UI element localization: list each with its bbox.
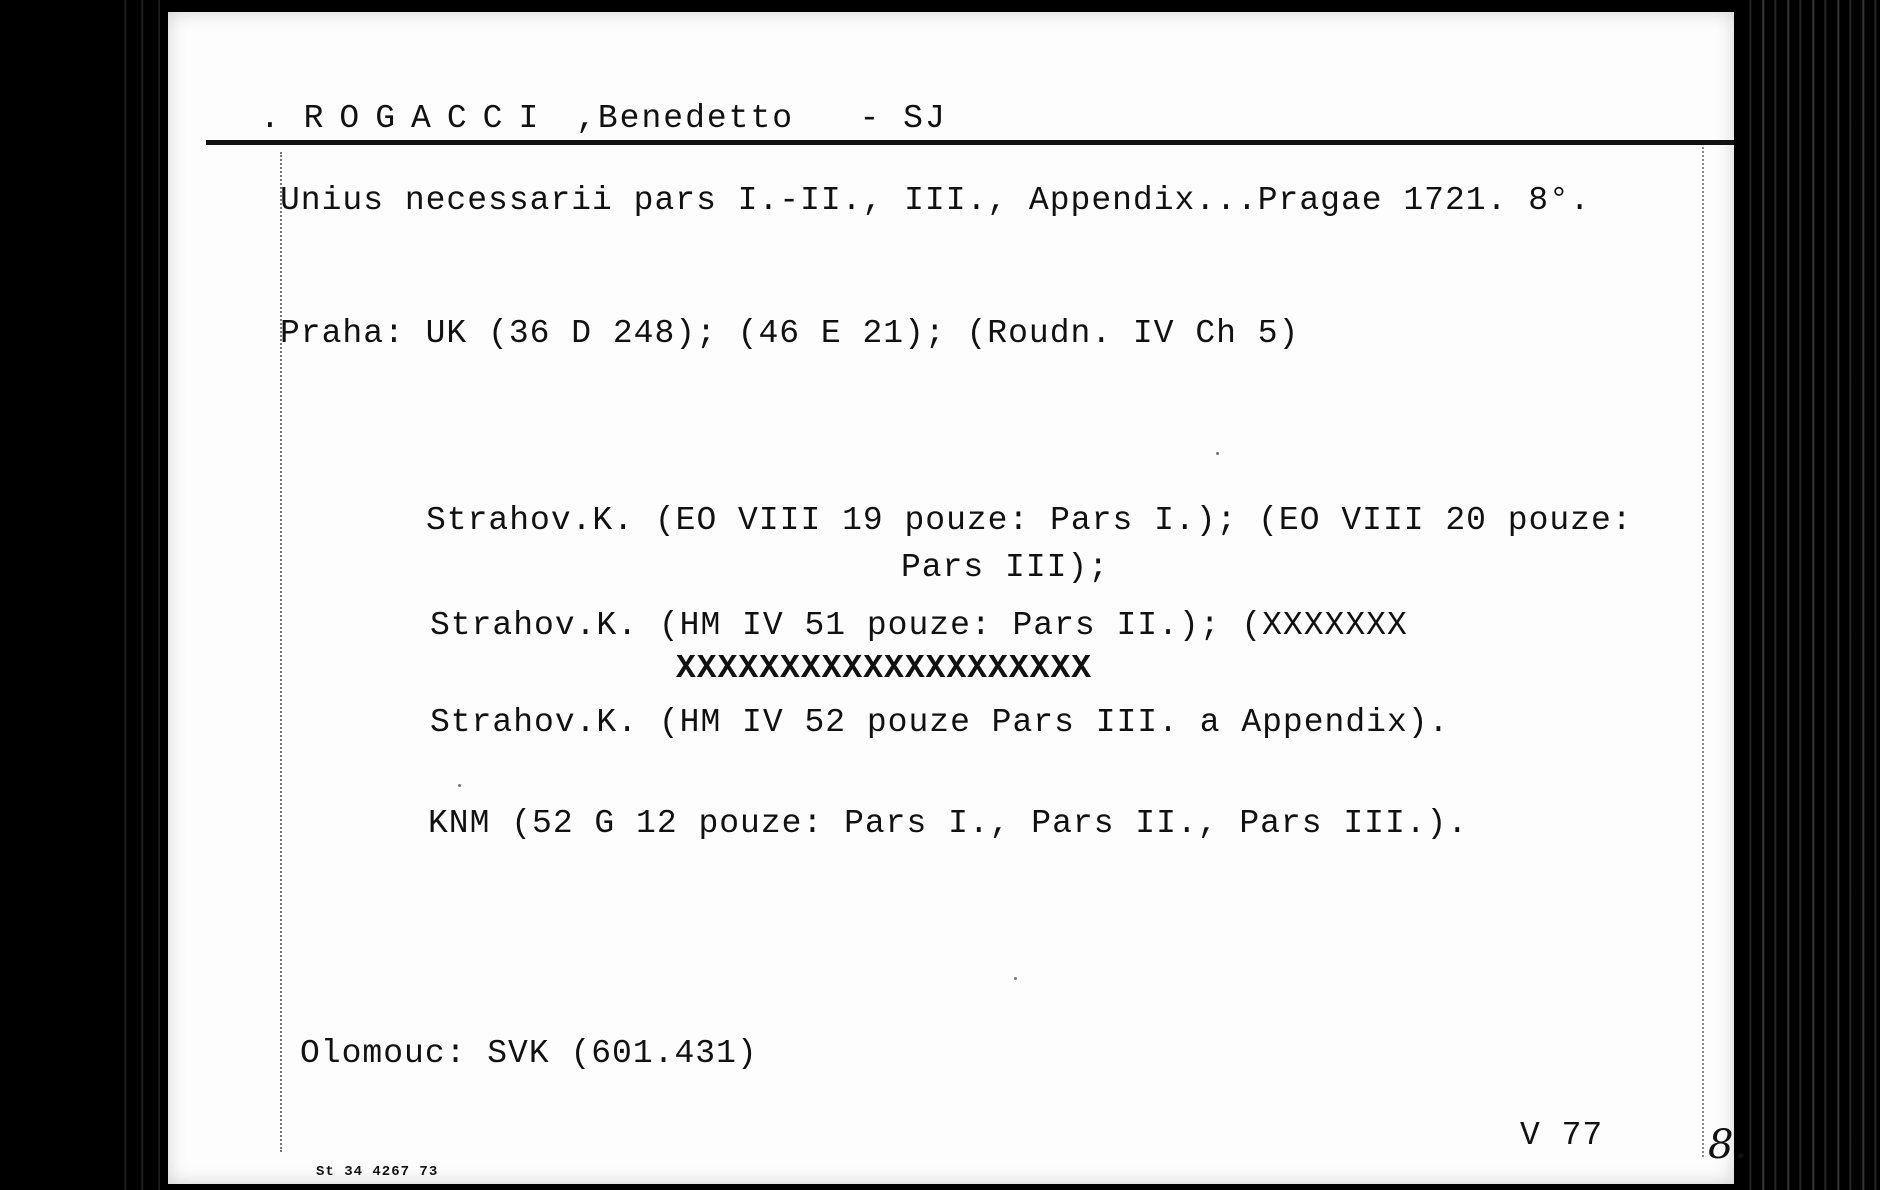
speck [1014,977,1017,980]
card-heading [260,100,947,137]
right-margin-line [1702,147,1704,1157]
strahov-holding-3: Strahov.K. (HM IV 52 pouze Pars III. a Appendix). [430,704,1450,741]
heading-rule [206,140,1734,145]
praha-holdings-line: Praha: UK (36 D 248); (46 E 21); (Roudn. IV Ch 5) [280,315,1300,352]
speck [1216,452,1219,455]
knm-holding-line: KNM (52 G 12 pouze: Pars I., Pars II., Pars III.). [428,805,1469,842]
religious-order: - SJ [859,100,947,137]
book-title-line: Unius necessarii pars I.-II., III., Appendix...Pragae 1721. 8°. [280,182,1591,219]
catalog-card [168,12,1749,1184]
strahov-holding-1-cont: Pars III); [901,549,1110,586]
card-number: 8. [1708,1122,1749,1168]
scan-left-edge [110,0,160,1190]
left-margin-line [280,152,282,1152]
heading-prefix: . [260,100,282,137]
struck-out-text: XXXXXXXXXXXXXXXXXXXX [676,650,1093,687]
shelf-mark: V 77 [1520,1117,1604,1154]
speck [458,784,461,787]
strahov-holding-2: Strahov.K. (HM IV 51 pouze: Pars II.); (XXXXXXX [430,607,1408,644]
author-given-name: ,Benedetto [576,100,795,137]
printer-stamp: St 34 4267 73 [316,1164,439,1180]
olomouc-holding-line: Olomouc: SVK (601.431) [300,1035,758,1072]
author-surname: ROGACCI [303,100,555,137]
scan-right-edge [1740,0,1880,1190]
strahov-holding-1: Strahov.K. (EO VIII 19 pouze: Pars I.); (EO VIII 20 pouze: [426,502,1633,539]
